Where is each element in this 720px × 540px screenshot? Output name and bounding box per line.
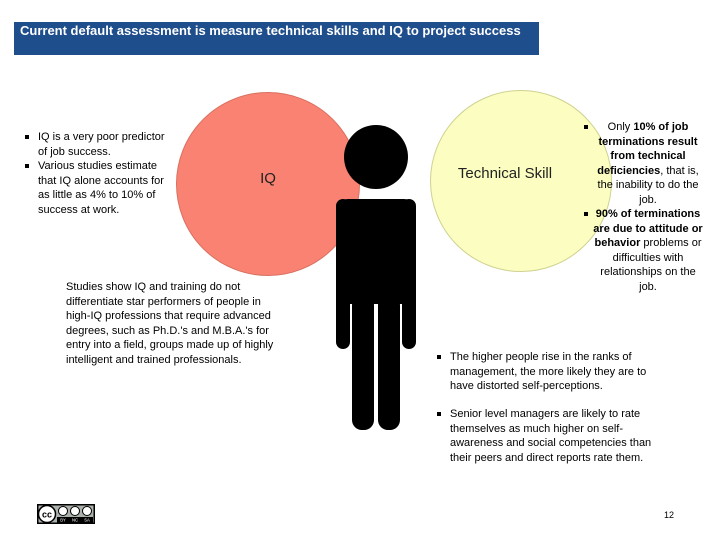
person-silhouette-icon [336, 125, 416, 430]
iq-circle-label: IQ [260, 170, 276, 187]
senior-manager-bullet-list [436, 407, 666, 465]
cc-text: cc [41, 509, 53, 520]
nc-text: NC [71, 517, 79, 523]
technical-skill-label: Technical Skill [457, 165, 553, 182]
studies-text: Studies show IQ and training do not differentiate star performers of people in high-IQ professions that require advanced degrees, such as Ph.D.'s and M.B.A.'s for entry into a field, groups made up of highly intelligent and trained professionals. [66, 281, 274, 366]
bullet-emphasis: 10% of job terminations result from technical deficiencies [597, 121, 698, 177]
bullet-text: , that is, the inability to do the job. [597, 164, 699, 206]
sa-text: SA [84, 517, 90, 523]
slide-title: Current default assessment is measure technical skills and IQ to project success [14, 22, 539, 55]
management-bullet: The higher people rise in the ranks of management, the more likely they are to have distorted self-perceptions. [436, 350, 656, 394]
senior-manager-bullet: Senior level managers are likely to rate themselves as much higher on self-awareness and social competencies than their peers and direct reports rate them. [436, 407, 666, 465]
bullet-text: problems or difficulties with relationships on the job. [600, 237, 702, 293]
job-termination-bullet [583, 207, 703, 294]
iq-bullet-list [24, 130, 174, 217]
page-number: 12 [664, 510, 675, 520]
bullet-emphasis: 90% of terminations are due to attitude or behavior [593, 208, 703, 249]
job-termination-bullet-list [583, 120, 703, 294]
bullet-text: Only [607, 121, 634, 133]
iq-bullet: Various studies estimate that IQ alone accounts for as little as 4% to 10% of success at work. [24, 159, 174, 217]
iq-bullet: IQ is a very poor predictor of job success. [24, 130, 174, 159]
job-termination-bullet [583, 120, 703, 207]
by-text: BY [60, 517, 66, 523]
creative-commons-license-badge [37, 504, 95, 524]
management-bullet-list [436, 350, 656, 394]
